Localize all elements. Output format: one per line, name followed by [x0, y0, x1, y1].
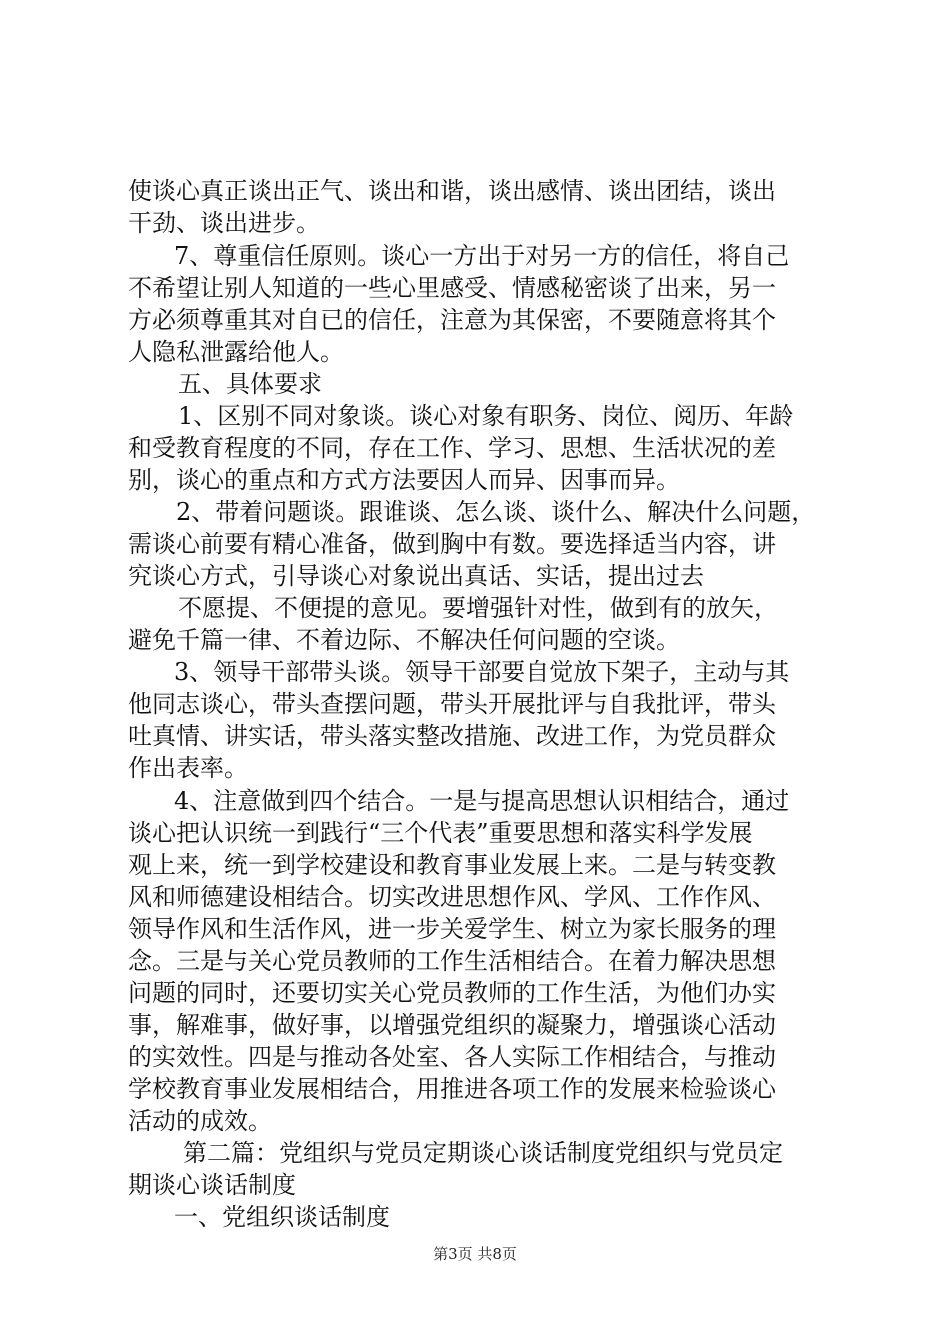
body-line: 的实效性。四是与推动各处室、各人实际工作相结合，与推动 — [128, 1043, 776, 1071]
body-line: 他同志谈心，带头查摆问题，带头开展批评与自我批评，带头 — [128, 690, 776, 718]
body-line: 风和师德建设相结合。切实改进思想作风、学风、工作作风、 — [128, 883, 776, 911]
body-line: 人隐私泄露给他人。 — [128, 338, 344, 366]
body-line: 1、区别不同对象谈。谈心对象有职务、岗位、阅历、年龄 — [178, 402, 794, 430]
body-line: 干劲、谈出进步。 — [128, 209, 320, 237]
body-line: 究谈心方式，引导谈心对象说出真话、实话，提出过去 — [128, 562, 704, 590]
section-heading: 五、具体要求 — [178, 370, 322, 398]
body-line: 观上来，统一到学校建设和教育事业发展上来。二是与转变教 — [128, 851, 776, 879]
body-line: 问题的同时，还要切实关心党员教师的工作生活，为他们办实 — [128, 979, 776, 1007]
body-line: 吐真情、讲实话，带头落实整改措施、改进工作，为党员群众 — [128, 722, 776, 750]
body-line: 学校教育事业发展相结合，用推进各项工作的发展来检验谈心 — [128, 1075, 776, 1103]
section-heading: 一、党组织谈话制度 — [174, 1203, 390, 1231]
page-number: 第3页 共8页 — [433, 1245, 517, 1263]
body-line: 不希望让别人知道的一些心里感受、情感秘密谈了出来，另一 — [128, 274, 776, 302]
body-line: 领导作风和生活作风，进一步关爱学生、树立为家长服务的理 — [128, 915, 776, 943]
body-line: 3、领导干部带头谈。领导干部要自觉放下架子，主动与其 — [174, 658, 790, 686]
body-line: 和受教育程度的不同，存在工作、学习、思想、生活状况的差 — [128, 434, 776, 462]
body-line: 期谈心谈话制度 — [128, 1171, 296, 1199]
body-line: 谈心把认识统一到践行“三个代表”重要思想和落实科学发展 — [128, 819, 753, 847]
body-line: 别，谈心的重点和方式方法要因人而异、因事而异。 — [128, 466, 680, 494]
body-line: 不愿提、不便提的意见。要增强针对性，做到有的放矢， — [178, 594, 778, 622]
body-line: 方必须尊重其对自已的信任，注意为其保密，不要随意将其个 — [128, 306, 776, 334]
body-line: 使谈心真正谈出正气、谈出和谐，谈出感情、谈出团结，谈出 — [128, 177, 776, 205]
body-line: 第二篇：党组织与党员定期谈心谈话制度党组织与党员定 — [183, 1139, 783, 1167]
body-line: 7、尊重信任原则。谈心一方出于对另一方的信任，将自己 — [174, 242, 790, 270]
body-line: 2、带着问题谈。跟谁谈、怎么谈、谈什么、解决什么问题， — [176, 498, 816, 526]
body-line: 作出表率。 — [128, 754, 248, 782]
body-line: 念。三是与关心党员教师的工作生活相结合。在着力解决思想 — [128, 947, 776, 975]
body-line: 避免千篇一律、不着边际、不解决任何问题的空谈。 — [128, 626, 680, 654]
body-line: 活动的成效。 — [128, 1107, 272, 1135]
body-line: 事，解难事，做好事，以增强党组织的凝聚力，增强谈心活动 — [128, 1011, 776, 1039]
body-line: 需谈心前要有精心准备，做到胸中有数。要选择适当内容，讲 — [128, 530, 776, 558]
body-line: 4、注意做到四个结合。一是与提高思想认识相结合，通过 — [174, 787, 790, 815]
